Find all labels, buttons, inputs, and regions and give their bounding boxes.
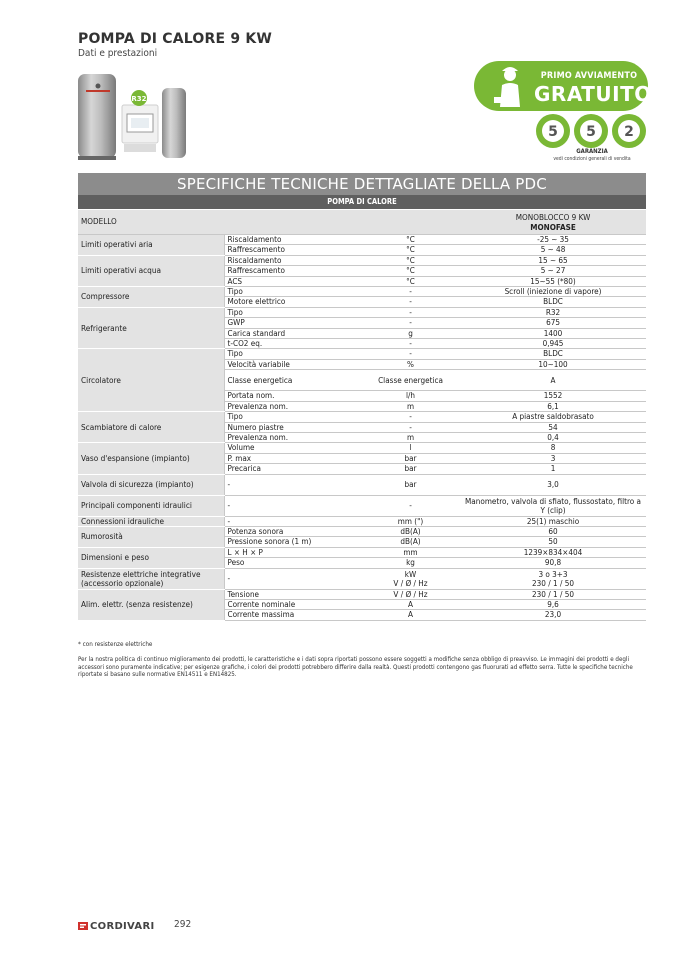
group-label: Circolatore — [78, 349, 224, 412]
unit-cell: - — [361, 495, 460, 516]
svg-text:5: 5 — [586, 124, 596, 140]
value-cell: 23,0 — [460, 610, 646, 620]
brand-name: CORDIVARI — [90, 920, 155, 932]
value-cell: R32 — [460, 307, 646, 317]
param-cell: Tipo — [224, 307, 361, 317]
unit-cell: °C — [361, 245, 460, 255]
value-cell: -25 ~ 35 — [460, 235, 646, 245]
param-cell: Motore elettrico — [224, 297, 361, 307]
footnote: * con resistenze elettriche — [78, 641, 153, 648]
param-cell: Pressione sonora (1 m) — [224, 537, 361, 547]
warranty-badge-bollitori — [536, 114, 570, 148]
param-cell: Tipo — [224, 287, 361, 297]
promo-line1: PRIMO AVVIAMENTO — [540, 71, 638, 81]
group-label: Limiti operativi aria — [78, 235, 224, 256]
value-cell: A piastre saldobrasato — [460, 412, 646, 422]
param-cell: P. max — [224, 453, 361, 463]
value-cell: 15~55 (*80) — [460, 276, 646, 286]
unit-cell: - — [361, 297, 460, 307]
param-cell: ACS — [224, 276, 361, 286]
disclaimer: Per la nostra politica di continuo miglioramento dei prodotti, le caratteristiche e i dati sopra riportati possono essere soggetti a modifiche senza obbligo di preavviso. Le immagini dei prodotti e degli accessori sono puramente indicative; per esigenze grafiche, i colori dei prodotti potrebbero differire dalla realtà. Questi prodotti contengono gas fluorurati ad effetto serra. Tutte le specifiche tecniche riportate si basano sulle normative EN14511 e EN14825. — [78, 656, 633, 679]
param-cell: Corrente nominale — [224, 599, 361, 609]
warranty-badge-pompa — [612, 114, 646, 148]
table-row — [78, 349, 646, 359]
param-cell: Carica standard — [224, 328, 361, 338]
param-cell: Volume — [224, 443, 361, 453]
value-line: 3 o 3+3 — [538, 568, 568, 579]
unit-cell: g — [361, 328, 460, 338]
unit-cell: kg — [361, 558, 460, 568]
value-cell: 6,1 — [460, 401, 646, 411]
param-cell: Portata nom. — [224, 391, 361, 401]
group-label: Alim. elettr. (senza resistenze) — [78, 589, 224, 620]
param-cell: Tipo — [224, 412, 361, 422]
value-cell: 8 — [460, 443, 646, 453]
param-cell: Tensione — [224, 589, 361, 599]
value-cell: 10~100 — [460, 359, 646, 369]
param-cell: Potenza sonora — [224, 526, 361, 536]
unit-cell: V / Ø / Hz — [361, 589, 460, 599]
r32-badge-text: R32 — [131, 95, 147, 103]
value-cell: BLDC — [460, 297, 646, 307]
unit-cell: dB(A) — [361, 526, 460, 536]
group-label: Resistenze elettriche integrative (accessorio opzionale) — [78, 568, 224, 589]
param-cell: GWP — [224, 318, 361, 328]
unit-cell: m — [361, 401, 460, 411]
unit-cell: mm (") — [361, 516, 460, 526]
table-row — [78, 287, 646, 297]
param-cell: Raffrescamento — [224, 266, 361, 276]
value-cell: A — [460, 370, 646, 391]
model-value — [460, 210, 646, 235]
value-cell: Manometro, valvola di sfiato, flussostato, filtro a Y (clip) — [460, 495, 646, 516]
param-cell: Peso — [224, 558, 361, 568]
param-cell: Precarica — [224, 464, 361, 474]
value-cell: 15 ~ 65 — [460, 255, 646, 265]
warranty-badge-compressore — [574, 114, 608, 148]
group-label: Dimensioni e peso — [78, 547, 224, 568]
value-cell: 3 — [460, 453, 646, 463]
unit-cell: A — [361, 610, 460, 620]
value-cell — [460, 568, 646, 589]
group-label: Compressore — [78, 287, 224, 308]
value-cell: 0,4 — [460, 432, 646, 442]
param-cell: Raffrescamento — [224, 245, 361, 255]
unit-cell: °C — [361, 235, 460, 245]
value-cell: 1 — [460, 464, 646, 474]
unit-cell: °C — [361, 266, 460, 276]
promo-line2: GRATUITO — [534, 82, 652, 106]
unit-line: kW — [404, 568, 417, 579]
value-cell: 1552 — [460, 391, 646, 401]
spec-banner-subtitle: POMPA DI CALORE — [78, 195, 646, 209]
param-cell: Prevalenza nom. — [224, 432, 361, 442]
group-label: Scambiatore di calore — [78, 412, 224, 443]
unit-cell: m — [361, 432, 460, 442]
table-row — [78, 589, 646, 599]
value-cell: 9,6 — [460, 599, 646, 609]
value-cell: 5 ~ 27 — [460, 266, 646, 276]
spec-table — [78, 210, 646, 621]
param-cell: - — [224, 568, 361, 589]
value-cell: Scroll (iniezione di vapore) — [460, 287, 646, 297]
unit-cell: - — [361, 349, 460, 359]
cordivari-logo-icon — [78, 921, 88, 931]
group-label: Principali componenti idraulici — [78, 495, 224, 516]
unit-cell: A — [361, 599, 460, 609]
unit-cell: - — [361, 318, 460, 328]
group-label: Valvola di sicurezza (impianto) — [78, 474, 224, 495]
page-subtitle: Dati e prestazioni — [78, 48, 158, 59]
group-label: Rumorosità — [78, 526, 224, 547]
unit-cell — [361, 568, 460, 589]
page-number: 292 — [174, 919, 192, 930]
value-cell: 0,945 — [460, 339, 646, 349]
unit-cell: dB(A) — [361, 537, 460, 547]
value-cell: 5 ~ 48 — [460, 245, 646, 255]
value-cell: 3,0 — [460, 474, 646, 495]
warranty-badges — [535, 113, 647, 149]
param-cell: Velocità variabile — [224, 359, 361, 369]
value-cell: 25(1) maschio — [460, 516, 646, 526]
unit-cell: % — [361, 359, 460, 369]
table-row — [78, 568, 646, 589]
group-label: Connessioni idrauliche — [78, 516, 224, 526]
param-cell: L × H × P — [224, 547, 361, 557]
param-cell: - — [224, 474, 361, 495]
garanzia-label: GARANZIA — [576, 148, 608, 155]
table-row — [78, 307, 646, 317]
unit-cell: - — [361, 307, 460, 317]
model-value-line2: MONOFASE — [530, 222, 576, 232]
param-cell: t-CO2 eq. — [224, 339, 361, 349]
param-cell: - — [224, 516, 361, 526]
table-row — [78, 443, 646, 453]
unit-cell: - — [361, 422, 460, 432]
value-cell: BLDC — [460, 349, 646, 359]
group-label: Refrigerante — [78, 307, 224, 349]
value-cell: 60 — [460, 526, 646, 536]
value-cell: 675 — [460, 318, 646, 328]
param-cell: Riscaldamento — [224, 235, 361, 245]
table-row — [78, 412, 646, 422]
unit-cell: - — [361, 339, 460, 349]
unit-cell: - — [361, 412, 460, 422]
value-cell: 90,8 — [460, 558, 646, 568]
param-cell: Tipo — [224, 349, 361, 359]
value-cell: 230 / 1 / 50 — [460, 589, 646, 599]
svg-text:2: 2 — [624, 124, 634, 140]
value-cell: 50 — [460, 537, 646, 547]
table-row — [78, 547, 646, 557]
table-row — [78, 526, 646, 536]
param-cell: Corrente massima — [224, 610, 361, 620]
spec-banner-title: SPECIFICHE TECNICHE DETTAGLIATE DELLA PDC — [78, 173, 646, 195]
param-cell: Numero piastre — [224, 422, 361, 432]
unit-line: V / Ø / Hz — [393, 577, 428, 588]
unit-cell: bar — [361, 453, 460, 463]
param-cell: Classe energetica — [224, 370, 361, 391]
table-row — [78, 235, 646, 245]
group-label: Vaso d'espansione (impianto) — [78, 443, 224, 474]
unit-cell: Classe energetica — [361, 370, 460, 391]
model-value-line1: MONOBLOCCO 9 KW — [515, 212, 591, 222]
footer-logo — [78, 920, 154, 932]
value-cell: 54 — [460, 422, 646, 432]
unit-cell: mm — [361, 547, 460, 557]
unit-cell: °C — [361, 276, 460, 286]
page-title: POMPA DI CALORE 9 KW — [78, 31, 273, 47]
unit-cell: l/h — [361, 391, 460, 401]
table-row — [78, 255, 646, 265]
table-row — [78, 474, 646, 495]
unit-cell: bar — [361, 464, 460, 474]
param-cell: - — [224, 495, 361, 516]
value-cell: 1239×834×404 — [460, 547, 646, 557]
param-cell: Riscaldamento — [224, 255, 361, 265]
table-row — [78, 516, 646, 526]
table-row — [78, 495, 646, 516]
value-cell: 1400 — [460, 328, 646, 338]
model-label: MODELLO — [78, 210, 460, 235]
unit-cell: °C — [361, 255, 460, 265]
svg-text:5: 5 — [548, 124, 558, 140]
group-label: Limiti operativi acqua — [78, 255, 224, 286]
value-line: 230 / 1 / 50 — [532, 577, 574, 588]
product-image — [72, 70, 192, 165]
param-cell: Prevalenza nom. — [224, 401, 361, 411]
unit-cell: bar — [361, 474, 460, 495]
model-row — [78, 210, 646, 235]
unit-cell: - — [361, 287, 460, 297]
unit-cell: l — [361, 443, 460, 453]
garanzia-note: vedi condizioni generali di vendita — [553, 156, 631, 162]
